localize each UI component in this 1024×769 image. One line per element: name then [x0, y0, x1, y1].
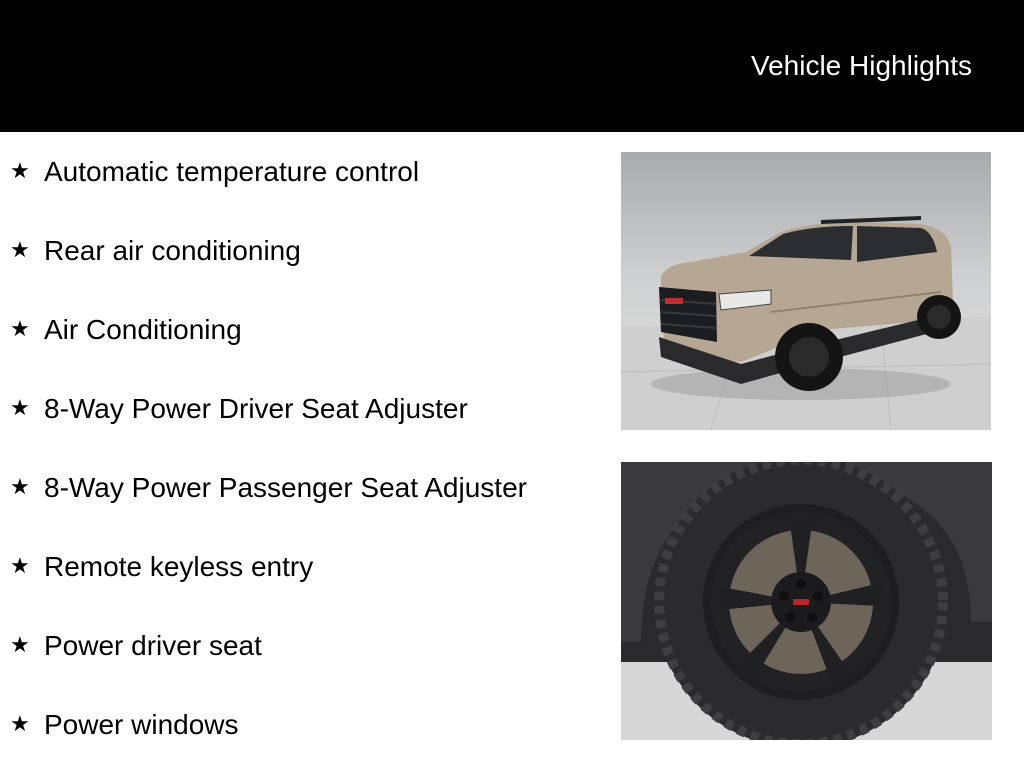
list-item — [10, 630, 262, 690]
star-icon: ★ — [10, 237, 30, 262]
list-item — [10, 709, 239, 769]
wheel-photo — [621, 462, 992, 740]
feature-label: Power windows — [44, 709, 239, 740]
list-item — [10, 156, 419, 216]
star-icon: ★ — [10, 632, 30, 657]
list-item — [10, 472, 527, 532]
star-icon: ★ — [10, 474, 30, 499]
feature-label: Power driver seat — [44, 630, 262, 661]
star-icon: ★ — [10, 711, 30, 736]
vehicle-photo — [621, 152, 991, 430]
suv-illustration — [621, 152, 991, 430]
feature-label: 8-Way Power Passenger Seat Adjuster — [44, 472, 527, 503]
feature-label: Remote keyless entry — [44, 551, 314, 582]
header-bar — [0, 0, 1024, 132]
feature-label: 8-Way Power Driver Seat Adjuster — [44, 393, 468, 424]
wheel-illustration — [621, 462, 992, 740]
star-icon: ★ — [10, 316, 30, 341]
list-item — [10, 551, 313, 611]
list-item — [10, 314, 242, 374]
star-icon: ★ — [10, 395, 30, 420]
feature-label: Automatic temperature control — [44, 156, 420, 187]
list-item — [10, 235, 301, 295]
list-item — [10, 393, 468, 453]
page-title: Vehicle Highlights — [750, 50, 972, 81]
feature-label: Air Conditioning — [44, 314, 242, 345]
star-icon: ★ — [10, 158, 30, 183]
feature-label: Rear air conditioning — [44, 235, 301, 266]
star-icon: ★ — [10, 553, 30, 578]
